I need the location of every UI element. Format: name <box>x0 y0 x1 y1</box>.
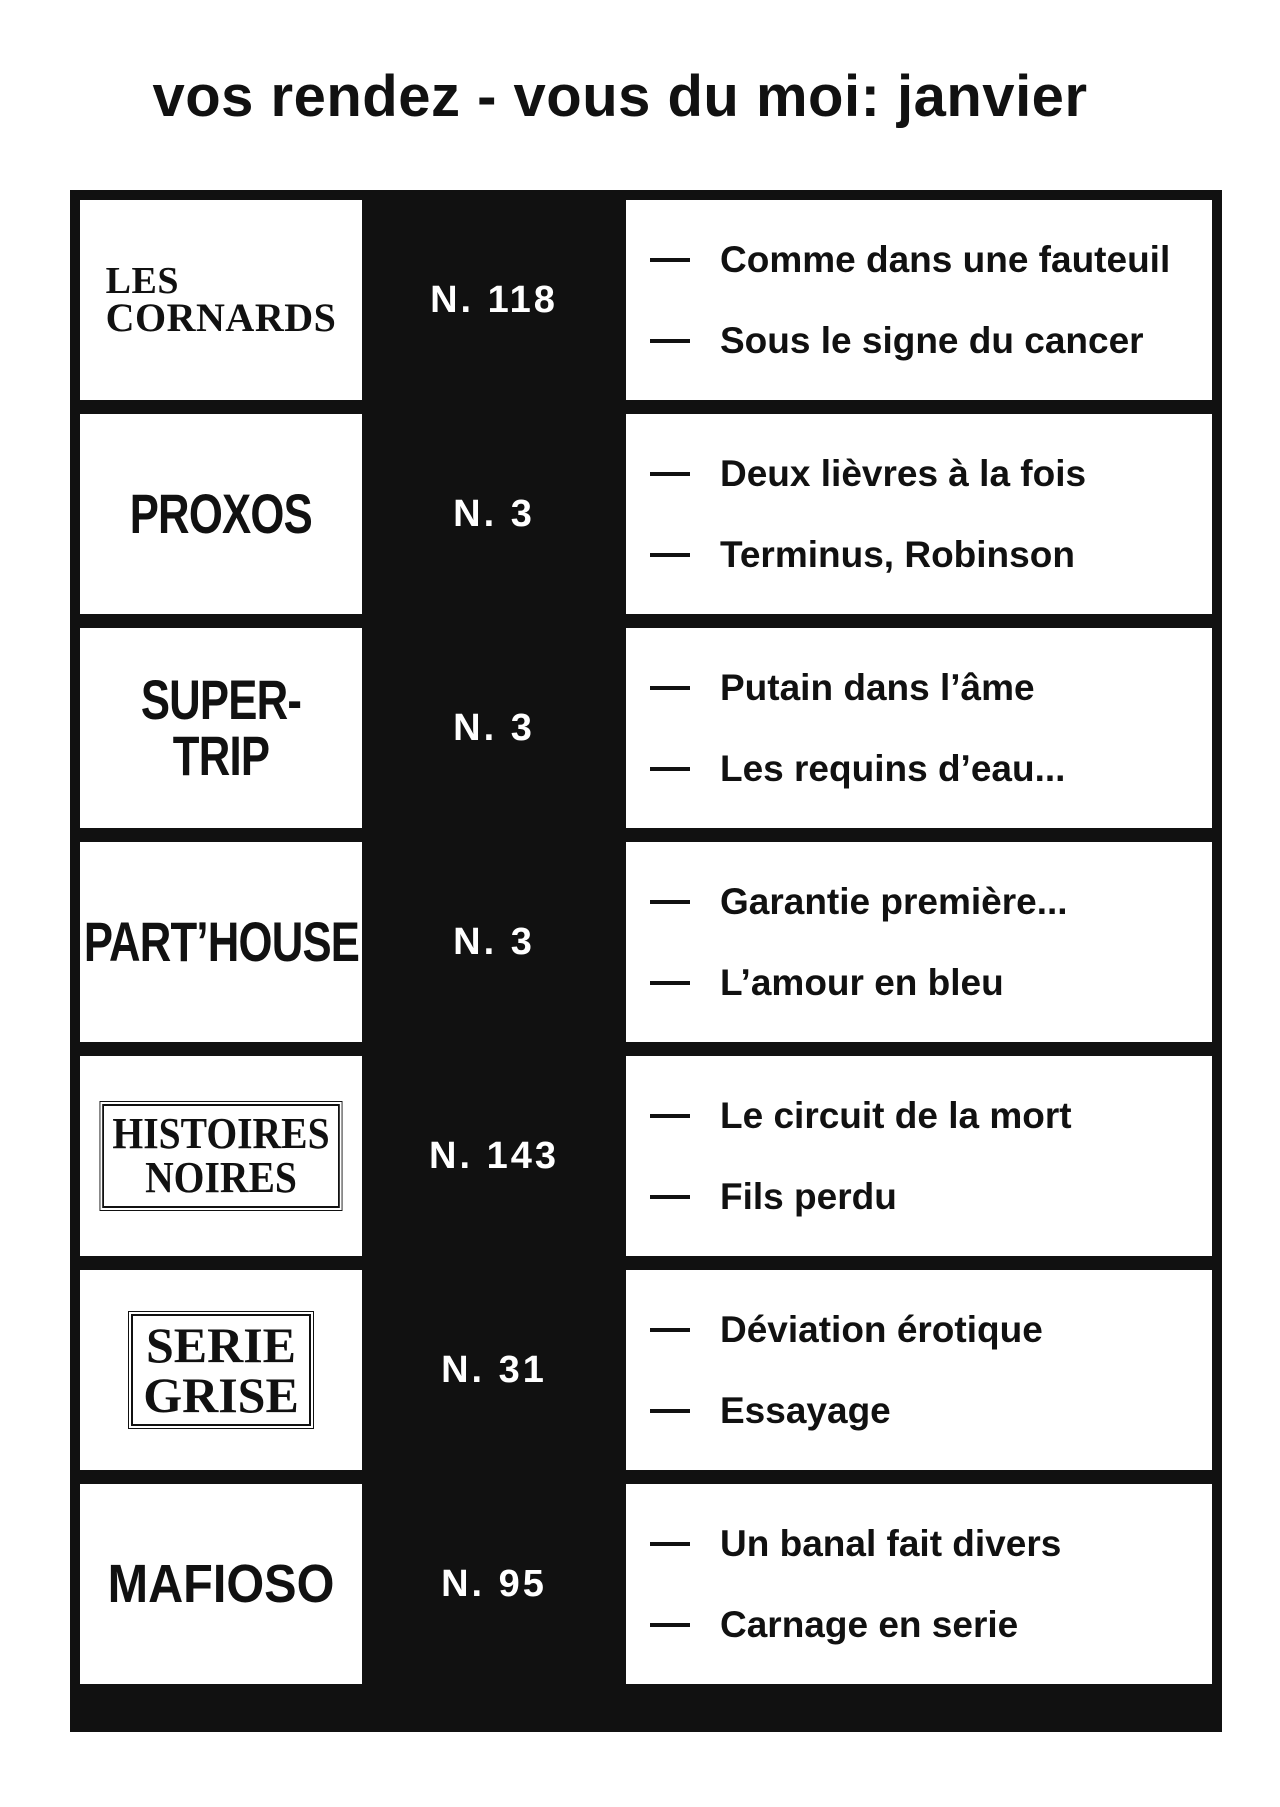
series-logo-mafioso: MAFIOSO <box>107 1554 335 1614</box>
issue-number: N. 118 <box>366 200 622 400</box>
story-titles <box>626 1270 1212 1470</box>
dash-icon <box>650 1409 690 1413</box>
series-logo-cell <box>80 1056 362 1256</box>
dash-icon <box>650 258 690 262</box>
dash-icon <box>650 339 690 343</box>
series-logo-serie-grise: SERIE GRISE <box>131 1314 311 1426</box>
dash-icon <box>650 1542 690 1546</box>
story-title: Le circuit de la mort <box>650 1097 1212 1134</box>
dash-icon <box>650 686 690 690</box>
story-title: Essayage <box>650 1392 1212 1429</box>
table-row <box>80 1484 1212 1684</box>
issue-number: N. 3 <box>366 628 622 828</box>
story-titles <box>626 414 1212 614</box>
series-logo-parthouse: PART’HOUSE <box>83 910 359 973</box>
issue-number: N. 31 <box>366 1270 622 1470</box>
story-title: Comme dans une fauteuil <box>650 241 1212 278</box>
story-titles <box>626 1484 1212 1684</box>
story-title: Un banal fait divers <box>650 1525 1212 1562</box>
story-title: Sous le signe du cancer <box>650 322 1212 359</box>
story-title: Les requins d’eau... <box>650 750 1212 787</box>
dash-icon <box>650 472 690 476</box>
series-logo-cell <box>80 1484 362 1684</box>
story-titles <box>626 200 1212 400</box>
series-logo-cell <box>80 1270 362 1470</box>
series-logo-histoires-noires: HISTOIRES NOIRES <box>102 1104 340 1208</box>
story-title: Garantie première... <box>650 883 1212 920</box>
dash-icon <box>650 553 690 557</box>
series-logo-super-trip: SUPER-TRIP <box>140 668 302 787</box>
table-row <box>80 1270 1212 1470</box>
series-logo-cell <box>80 414 362 614</box>
schedule-table <box>70 190 1222 1732</box>
dash-icon <box>650 1623 690 1627</box>
issue-number: N. 143 <box>366 1056 622 1256</box>
dash-icon <box>650 1328 690 1332</box>
dash-icon <box>650 981 690 985</box>
dash-icon <box>650 1195 690 1199</box>
story-title: Déviation érotique <box>650 1311 1212 1348</box>
page-title: vos rendez - vous du moi: janvier <box>152 64 1088 129</box>
table-row <box>80 414 1212 614</box>
series-logo-cell <box>80 842 362 1042</box>
issue-number: N. 95 <box>366 1484 622 1684</box>
story-title: Carnage en serie <box>650 1606 1212 1643</box>
table-row <box>80 842 1212 1042</box>
story-title: L’amour en bleu <box>650 964 1212 1001</box>
table-row <box>80 200 1212 400</box>
story-title: Putain dans l’âme <box>650 669 1212 706</box>
table-row <box>80 1056 1212 1256</box>
series-logo-les-cornards: LES CORNARDS <box>105 259 337 341</box>
issue-number: N. 3 <box>366 414 622 614</box>
series-logo-proxos: PROXOS <box>129 482 313 545</box>
story-title: Fils perdu <box>650 1178 1212 1215</box>
series-logo-cell <box>80 200 362 400</box>
issue-number: N. 3 <box>366 842 622 1042</box>
story-titles <box>626 628 1212 828</box>
dash-icon <box>650 1114 690 1118</box>
story-title: Terminus, Robinson <box>650 536 1212 573</box>
story-titles <box>626 842 1212 1042</box>
dash-icon <box>650 900 690 904</box>
story-title: Deux lièvres à la fois <box>650 455 1212 492</box>
series-logo-cell <box>80 628 362 828</box>
story-titles <box>626 1056 1212 1256</box>
dash-icon <box>650 767 690 771</box>
table-row <box>80 628 1212 828</box>
